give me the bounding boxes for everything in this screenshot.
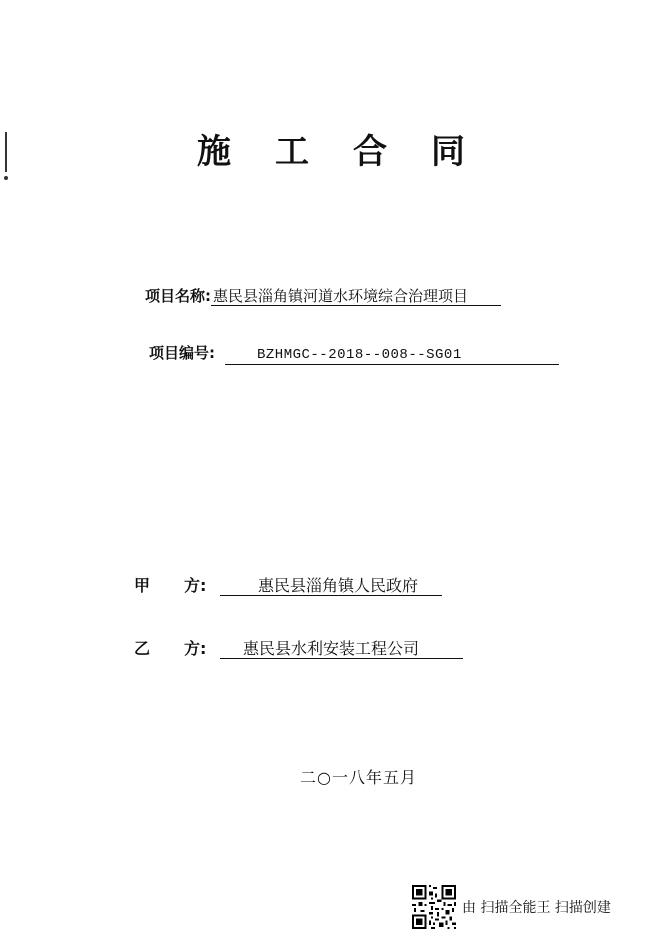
party-a-row <box>134 573 442 596</box>
project-code-label: 项目编号: <box>149 344 215 362</box>
party-a-key: 甲 <box>134 576 151 595</box>
party-b-row <box>134 636 463 659</box>
party-a-value: 惠民县淄角镇人民政府 <box>220 577 442 596</box>
title-char: 合 <box>353 132 387 172</box>
title-char: 同 <box>431 132 465 172</box>
qr-code-icon <box>412 885 456 929</box>
title-char: 工 <box>275 132 309 172</box>
project-name-label: 项目名称: <box>145 287 211 305</box>
contract-date: 二○一八年五月 <box>300 768 417 787</box>
project-name-value: 惠民县淄角镇河道水环境综合治理项目 <box>211 287 501 306</box>
title-char: 施 <box>197 132 231 172</box>
party-b-value: 惠民县水利安装工程公司 <box>220 640 463 659</box>
party-b-key: 乙 <box>134 639 151 658</box>
party-a-colon: 方: <box>184 576 207 595</box>
project-name-row <box>145 285 501 306</box>
scan-speck <box>4 176 8 180</box>
document-title <box>0 124 662 173</box>
scanner-watermark-text: 由 扫描全能王 扫描创建 <box>462 900 611 916</box>
project-code-value: BZHMGC--2018--008--SG01 <box>225 346 559 365</box>
scanner-footer <box>412 885 611 929</box>
project-code-row <box>149 342 559 365</box>
party-b-colon: 方: <box>184 639 207 658</box>
